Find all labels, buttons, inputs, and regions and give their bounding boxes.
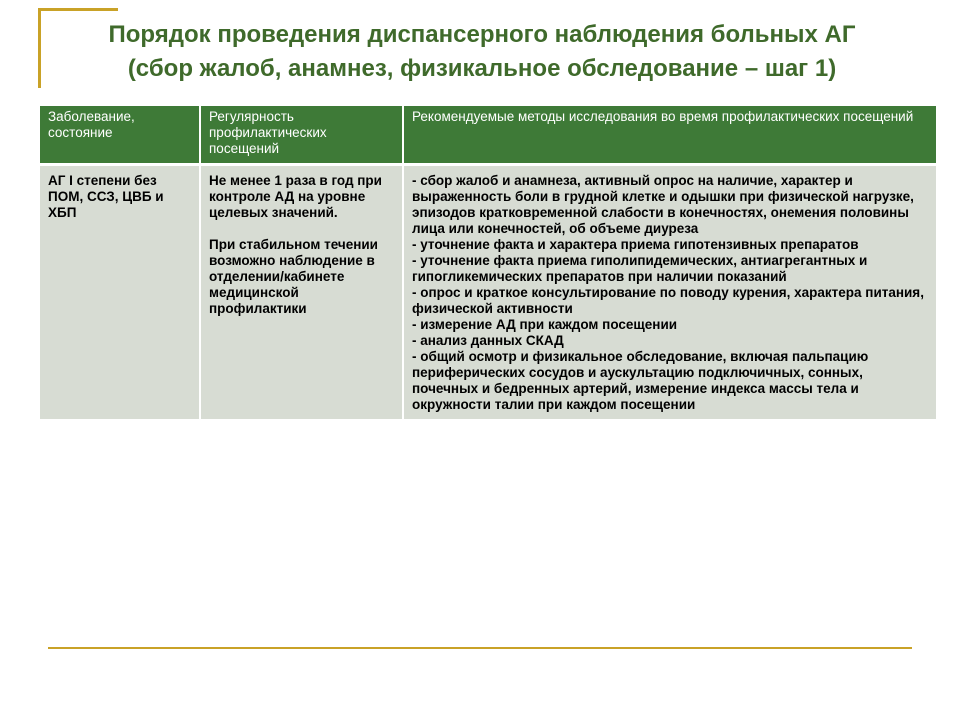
method-item: - измерение АД при каждом посещении — [412, 317, 678, 332]
title-corner-horizontal-rule — [38, 8, 118, 11]
cell-regularity — [200, 165, 403, 420]
title-line-2: (сбор жалоб, анамнез, физикальное обследование – шаг 1) — [127, 55, 837, 82]
slide-title — [44, 18, 920, 86]
method-item: - анализ данных СКАД — [412, 333, 564, 348]
cell-condition: АГ I степени без ПОМ, ССЗ, ЦВБ и ХБП — [40, 165, 200, 420]
footer-divider — [48, 647, 912, 649]
title-corner-vertical-rule — [38, 8, 41, 88]
header-condition: Заболевание, состояние — [40, 106, 200, 165]
paragraph-gap — [209, 221, 394, 237]
method-item: - уточнение факта и характера приема гипотензивных препаратов — [412, 237, 859, 252]
method-item: - опрос и краткое консультирование по поводу курения, характера питания, физической активности — [412, 285, 924, 316]
method-item: - общий осмотр и физикальное обследование, включая пальпацию периферических сосудов и аускультацию подключичных, сонных, почечных и бедренных артерий, измерение индекса массы тела и окружности талии при каждом посещении — [412, 349, 869, 412]
regularity-paragraph-2: При стабильном течении возможно наблюдение в отделении/кабинете медицинской профилактики — [209, 237, 378, 316]
cell-methods — [403, 165, 936, 420]
table-header-row — [40, 106, 936, 165]
method-item: - уточнение факта приема гиполипидемических, антиагрегантных и гипогликемических препаратов при наличии показаний — [412, 253, 868, 284]
regularity-paragraph-1: Не менее 1 раза в год при контроле АД на уровне целевых значений. — [209, 173, 382, 220]
table-row — [40, 165, 936, 420]
observation-table — [40, 106, 936, 419]
title-line-1: Порядок проведения диспансерного наблюдения больных АГ — [108, 21, 856, 48]
method-item: - сбор жалоб и анамнеза, активный опрос на наличие, характер и выраженность боли в грудной клетке и одышки при физической нагрузке, эпизодов кратковременной слабости в конечностях, онемения половины лица или конечностей, об объеме диуреза — [412, 173, 914, 236]
header-regularity: Регулярность профилактических посещений — [200, 106, 403, 165]
header-methods: Рекомендуемые методы исследования во время профилактических посещений — [403, 106, 936, 165]
